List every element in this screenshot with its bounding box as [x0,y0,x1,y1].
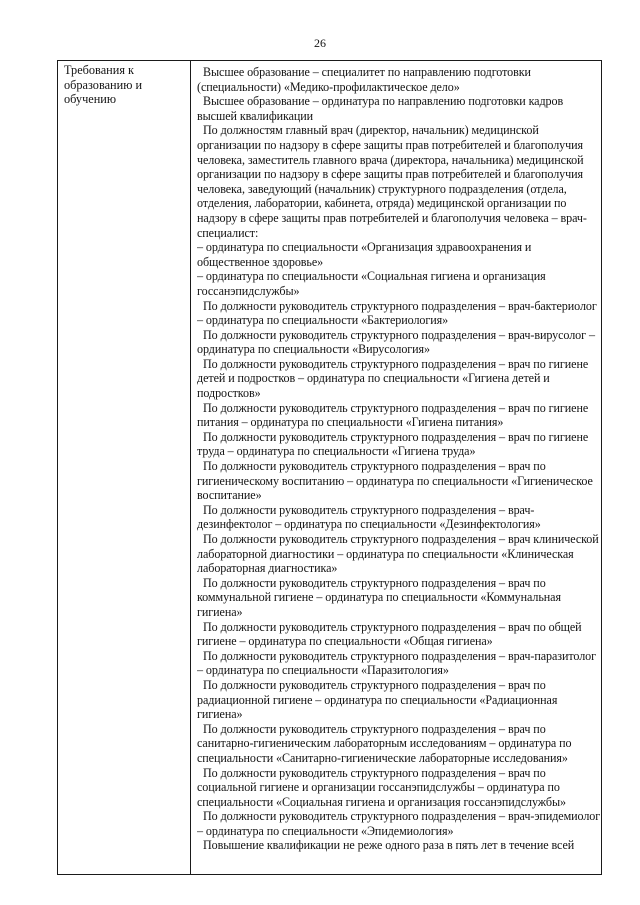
requirement-paragraph: Повышение квалификации не реже одного раза в пять лет в течение всей [203,838,575,853]
requirement-paragraph: По должности руководитель структурного подразделения – врач по гигиеническому воспитанию – ординатура по специальности «Гигиеническое воспитание» [197,459,593,503]
requirement-paragraph: По должности руководитель структурного подразделения – врач по коммунальной гигиене – ординатура по специальности «Коммунальная гигиена» [197,575,561,619]
requirement-paragraph: По должности руководитель структурного подразделения – врач-бактериолог – ординатура по специальности «Бактериология» [197,298,597,328]
row-label: Требования к образованию и обучению [64,63,143,107]
column-divider [190,61,191,874]
requirement-paragraph: По должности руководитель структурного подразделения – врач-паразитолог – ординатура по специальности «Паразитология» [197,648,596,678]
specialty-line: – ординатура по специальности «Организация здравоохранения и общественное здоровье» [197,240,532,269]
requirement-paragraph: По должности руководитель структурного подразделения – врач по гигиене питания – ординатура по специальности «Гигиена питания» [197,400,589,430]
requirement-paragraph: По должности руководитель структурного подразделения – врач по социальной гигиене и организации госсанэпидслужбы – ординатура по специальности «Социальная гигиена и организация госсанэпидслужбы» [197,765,566,809]
requirement-paragraph: По должности руководитель структурного подразделения – врач по санитарно-гигиеническим лабораторным исследованиям – ординатура по специальности «Санитарно-гигиенические лабораторные исследования» [197,721,572,765]
requirement-paragraph: По должности руководитель структурного подразделения – врач по радиационной гигиене – ординатура по специальности «Радиационная гигиена» [197,677,558,722]
requirement-paragraph: По должностям главный врач (директор, начальник) медицинской организации по надзору в сфере защиты прав потребителей и благополучия человека, заместитель главного врача (директора, начальника) медицинской организации по надзору в сфере защиты прав потребителей и благополучия человека, заведующий (начальник) структурного подразделения (отдела, отделения, лаборатории, кабинета, отряда) медицинской организации по надзору в сфере защиты прав потребителей и благополучия человека – врач-специалист: [197,123,587,240]
requirement-paragraph: По должности руководитель структурного подразделения – врач по гигиене детей и подростков – ординатура по специальности «Гигиена детей и подростков» [197,356,589,401]
specialty-line: – ординатура по специальности «Социальная гигиена и организация госсанэпидслужбы» [197,269,546,298]
requirement-paragraph: По должности руководитель структурного подразделения – врач по общей гигиене – ординатура по специальности «Общая гигиена» [197,619,582,649]
requirements-table [57,60,602,875]
row-content [197,65,601,871]
requirement-paragraph: По должности руководитель структурного подразделения – врач по гигиене труда – ординатура по специальности «Гигиена труда» [197,429,589,459]
requirement-paragraph: По должности руководитель структурного подразделения – врач клинической лабораторной диагностики – ординатура по специальности «Клиническая лабораторная диагностика» [197,532,599,576]
page-number: 26 [314,36,326,50]
requirement-paragraph: По должности руководитель структурного подразделения – врач-дезинфектолог – ординатура по специальности «Дезинфектология» [197,502,541,532]
requirement-paragraph: Высшее образование – ординатура по направлению подготовки кадров высшей квалификации [197,94,564,123]
requirement-paragraph: По должности руководитель структурного подразделения – врач-вирусолог – ординатура по специальности «Вирусология» [197,327,595,357]
requirement-paragraph: Высшее образование – специалитет по направлению подготовки (специальности) «Медико-профилактическое дело» [197,65,531,94]
requirement-paragraph: По должности руководитель структурного подразделения – врач-эпидемиолог – ординатура по специальности «Эпидемиология» [197,809,601,838]
